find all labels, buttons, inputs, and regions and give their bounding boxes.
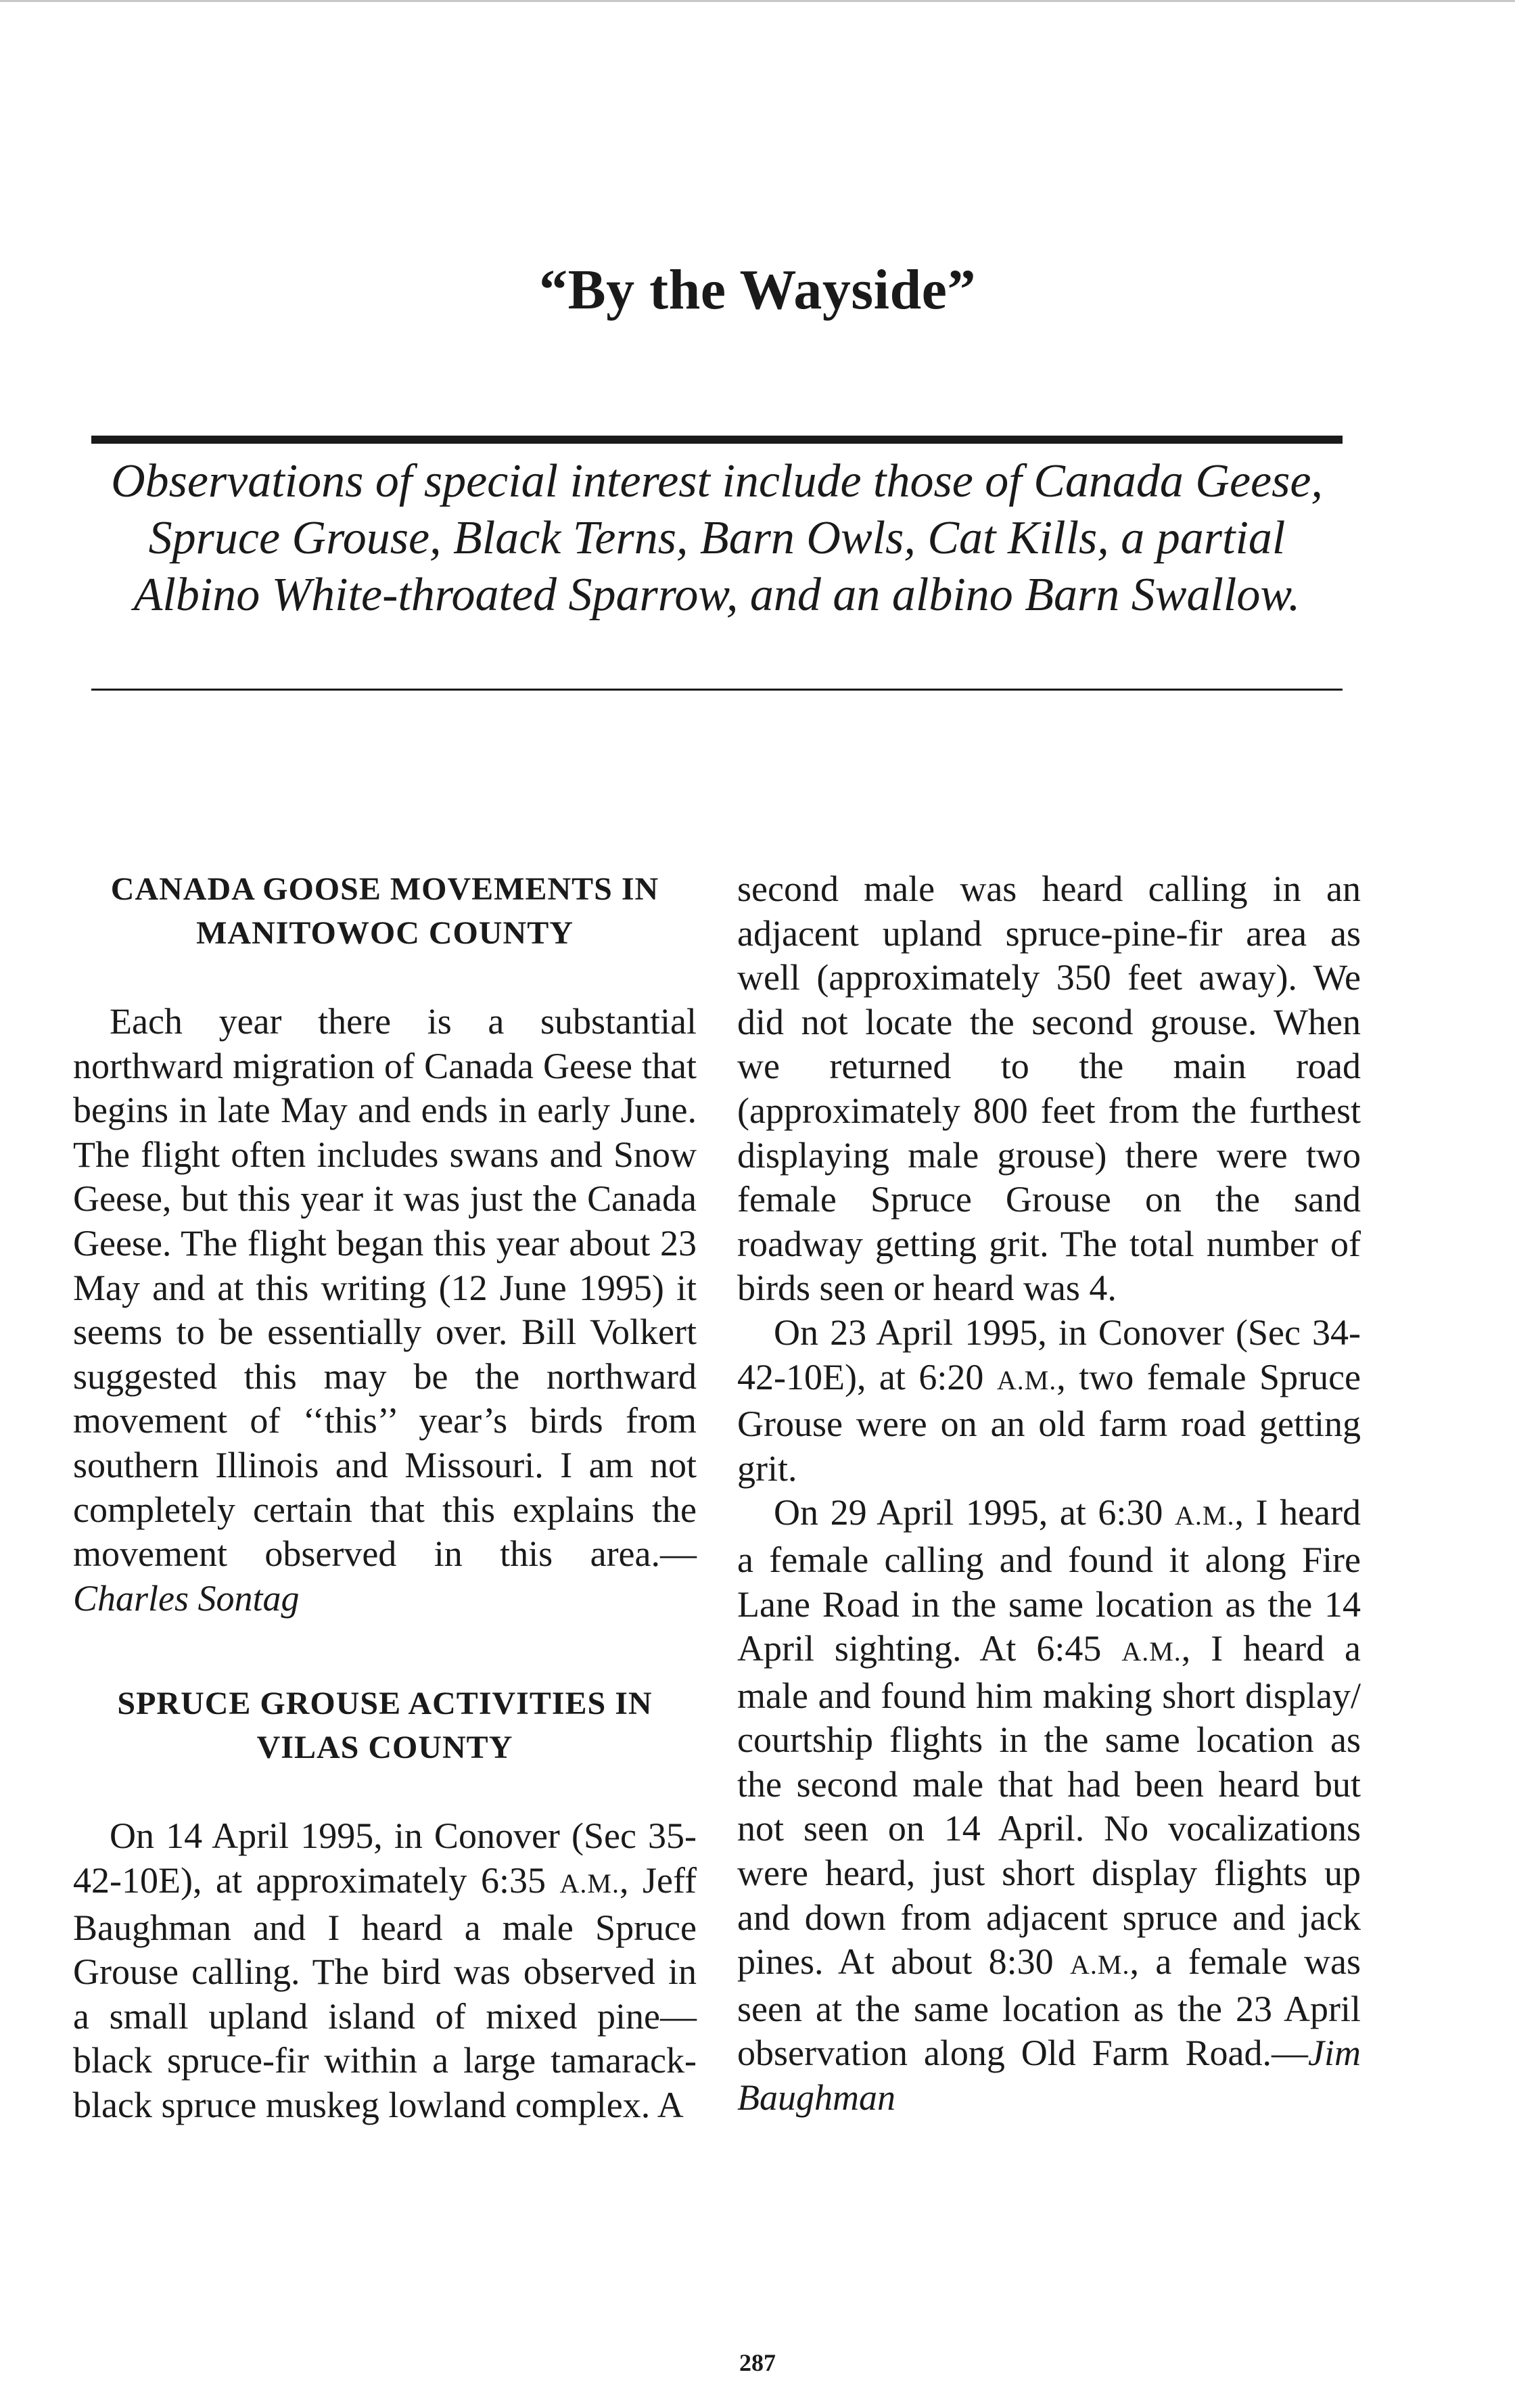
- author-signature-jim-baughman: Jim Baughman: [737, 2033, 1361, 2118]
- spruce-grouse-paragraph-3: [737, 1491, 1361, 2120]
- spruce-grouse-p1-text-b: , Jeff Baughman and I heard a male Spruce Grouse calling. The bird was observed in a small upland island of mixed pine—black spruce-fir within a large tamarack-black spruce muskeg lowland complex. A: [73, 1859, 697, 2125]
- page-number: 287: [739, 2349, 776, 2376]
- time-am: A.M.: [559, 1868, 620, 1899]
- spruce-grouse-p2-text-a: On 23 April 1995, in Conover (Sec 34-42-10E), at 6:20: [737, 1312, 1361, 1397]
- spruce-grouse-p3-text-d: , a female was seen at the same location as the 23 April observation along Old Farm Road.—: [737, 1941, 1361, 2074]
- left-column: [73, 867, 697, 2127]
- time-am: A.M.: [1121, 1636, 1182, 1667]
- page-title: “By the Wayside”: [539, 258, 976, 321]
- spruce-grouse-p3-text-b: , I heard a female calling and found it along Fire Lane Road in the same location as the 14 April sighting. At 6:45: [737, 1492, 1361, 1669]
- abstract: Observations of special interest include those of Canada Geese, Spruce Grouse, Black Terns, Barn Owls, Cat Kills, a partial Albino White-throated Sparrow, and an albino Barn Swallow.: [111, 455, 1323, 621]
- time-am: A.M.: [1174, 1500, 1235, 1531]
- spruce-grouse-p2-text-b: , two female Spruce Grouse were on an old farm road getting grit.: [737, 1356, 1361, 1489]
- section-heading-spruce-grouse: SPRUCE GROUSE ACTIVITIES IN VILAS COUNTY: [117, 1686, 653, 1766]
- section-body-canada-goose: [73, 1000, 697, 1621]
- time-am: A.M.: [1070, 1949, 1130, 1981]
- title-divider-thick: [91, 436, 1343, 444]
- right-column: [737, 867, 1361, 2121]
- spruce-grouse-p3-text-c: , I heard a male and found him making short display/ courtship flights in the same location as the second male that had been heard but not seen on 14 April. No vocalizations were heard, just short display flights up and down from adjacent spruce and jack pines. At about 8:30: [737, 1628, 1361, 1983]
- spruce-grouse-paragraph-1: [73, 1814, 697, 2127]
- author-signature-charles-sontag: Charles Sontag: [73, 1577, 300, 1619]
- spruce-grouse-paragraph-2: [737, 1311, 1361, 1491]
- spruce-grouse-p3-text-a: On 29 April 1995, at 6:30: [774, 1492, 1163, 1533]
- section-heading-canada-goose: CANADA GOOSE MOVEMENTS IN MANITOWOC COUNTY: [110, 871, 659, 951]
- time-am: A.M.: [996, 1364, 1057, 1395]
- top-edge-rule: [0, 0, 1515, 2]
- spruce-grouse-paragraph-1-continued: second male was heard calling in an adjacent upland spruce-pine-fir area as well (approximately 350 feet away). We did not locate the second grouse. When we returned to the main road (approximately 800 feet from the furthest displaying male grouse) there were two female Spruce Grouse on the sand roadway getting grit. The total number of birds seen or heard was 4.: [737, 869, 1361, 1309]
- abstract-divider-thin: [91, 689, 1343, 691]
- canada-goose-text: Each year there is a substantial northward migration of Canada Geese that begins in late May and ends in early June. The flight often includes swans and Snow Geese, but this year it was just the Canada Geese. The flight began this year about 23 May and at this writing (12 June 1995) it seems to be essentially over. Bill Volkert suggested this may be the northward movement of ‘‘this’’ year’s birds from southern Illinois and Missouri. I am not completely certain that this explains the movement observed in this area.—: [73, 1001, 697, 1575]
- spruce-grouse-p1-text-a: On 14 April 1995, in Conover (Sec 35-42-10E), at approximately 6:35: [73, 1815, 697, 1901]
